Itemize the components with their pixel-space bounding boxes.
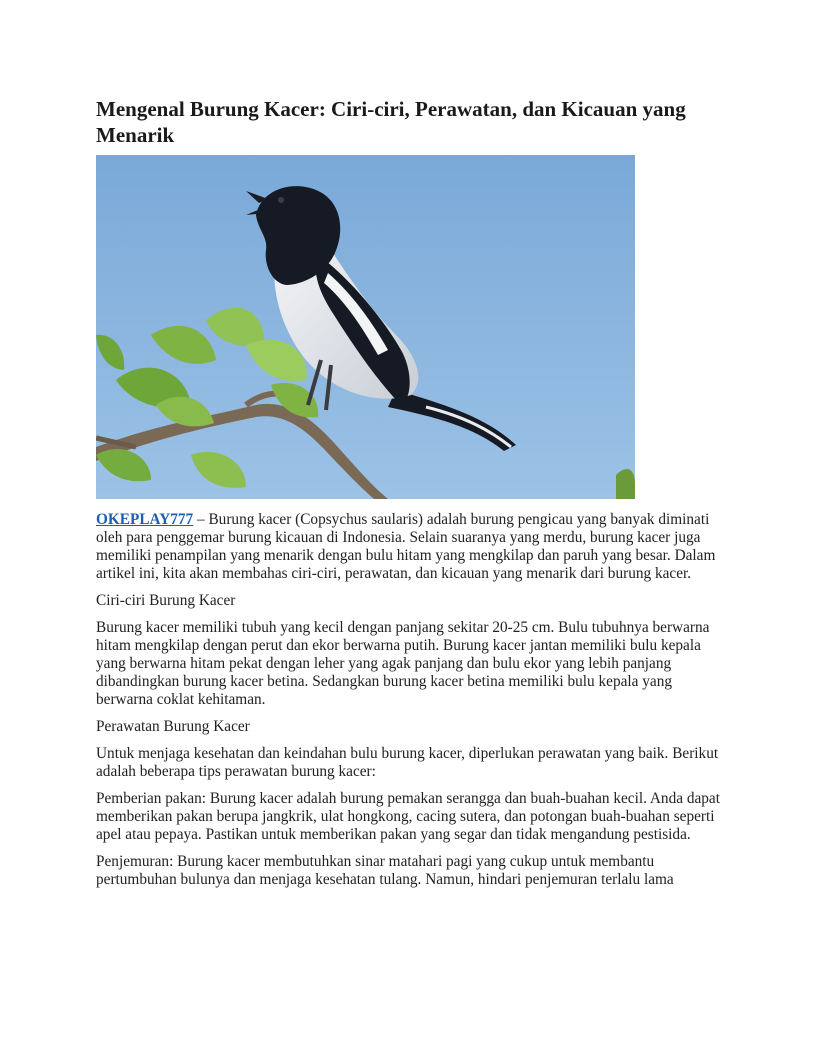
article-title: Mengenal Burung Kacer: Ciri-ciri, Perawatan, dan Kicauan yang Menarik <box>96 97 686 147</box>
section-perawatan-text: Untuk menjaga kesehatan dan keindahan bulu burung kacer, diperlukan perawatan yang baik. Berikut adalah beberapa tips perawatan burung kacer: <box>96 745 719 780</box>
okeplay777-link[interactable]: OKEPLAY777 <box>96 511 194 528</box>
tip-pemberian-pakan: Pemberian pakan: Burung kacer adalah burung pemakan serangga dan buah-buahan kecil. Anda dapat memberikan pakan berupa jangkrik, ulat hongkong, cacing sutera, dan potongan buah-buahan seperti apel atau pepaya. Pastikan untuk memberikan pakan yang segar dan tidak mengandung pestisida. <box>96 790 720 843</box>
kacer-bird-photo <box>96 155 635 499</box>
section-heading-ciri-ciri: Ciri-ciri Burung Kacer <box>96 592 236 609</box>
section-heading-perawatan: Perawatan Burung Kacer <box>96 718 250 735</box>
article <box>96 96 720 898</box>
intro-paragraph <box>96 511 720 583</box>
section-ciri-ciri-text: Burung kacer memiliki tubuh yang kecil dengan panjang sekitar 20-25 cm. Bulu tubuhnya berwarna hitam mengkilap dengan perut dan ekor berwarna putih. Burung kacer jantan memiliki bulu kepala yang berwarna hitam pekat dengan leher yang agak panjang dan bulu ekor yang lebih panjang dibandingkan burung kacer betina. Sedangkan burung kacer betina memiliki bulu kepala yang berwarna coklat kehitaman. <box>96 619 710 708</box>
tip-penjemuran: Penjemuran: Burung kacer membutuhkan sinar matahari pagi yang cukup untuk membantu pertumbuhan bulunya dan menjaga kesehatan tulang. Namun, hindari penjemuran terlalu lama <box>96 853 674 888</box>
intro-text: – Burung kacer (Copsychus saularis) adalah burung pengicau yang banyak diminati oleh para penggemar burung kicauan di Indonesia. Selain suaranya yang merdu, burung kacer juga memiliki penampilan yang menarik dengan bulu hitam yang mengkilap dan paruh yang besar. Dalam artikel ini, kita akan membahas ciri-ciri, perawatan, dan kicauan yang menarik dari burung kacer. <box>96 511 716 582</box>
